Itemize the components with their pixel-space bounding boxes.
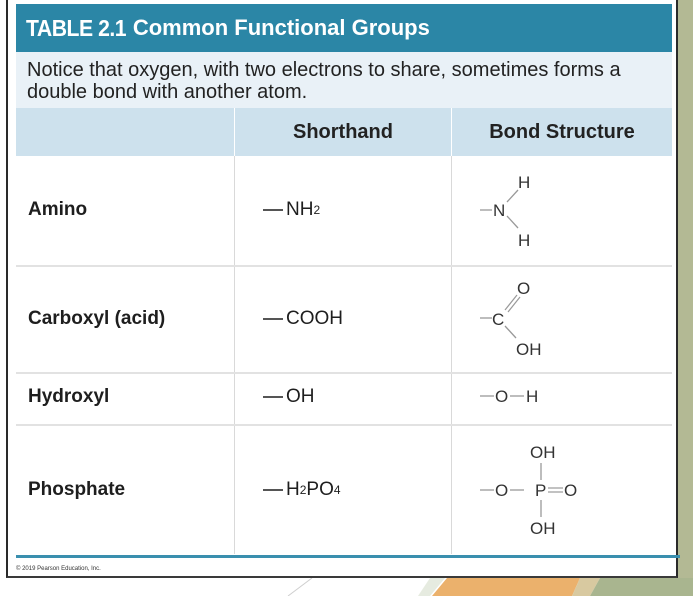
bond-structure-hydroxyl (480, 384, 560, 408)
functional-groups-table-card (6, 0, 678, 578)
svg-text:OH: OH (530, 519, 556, 538)
table-header-row (16, 108, 672, 156)
column-header-name (16, 108, 234, 156)
svg-text:OH: OH (530, 443, 556, 462)
column-divider-2 (451, 156, 452, 554)
svg-text:O: O (517, 279, 531, 298)
shorthand-hydroxyl: OH (263, 386, 315, 408)
svg-text:H: H (518, 173, 531, 192)
slide-background-right (676, 0, 693, 596)
svg-text:O: O (564, 481, 578, 500)
svg-text:H: H (526, 387, 539, 406)
svg-text:O: O (495, 387, 509, 406)
row-name-carboxyl: Carboxyl (acid) (28, 308, 166, 329)
row-divider-3 (16, 424, 672, 426)
bond-dash (263, 489, 283, 491)
bond-dash (263, 396, 283, 398)
shorthand-amino: NH 2 (263, 199, 320, 221)
row-divider-1 (16, 265, 672, 267)
table-bottom-rule (16, 555, 680, 558)
column-divider-1 (234, 156, 235, 554)
svg-text:N: N (493, 201, 506, 220)
row-name-hydroxyl: Hydroxyl (28, 386, 110, 407)
row-name-phosphate: Phosphate (28, 479, 126, 500)
table-number: TABLE 2.1 (26, 14, 127, 41)
row-divider-2 (16, 372, 672, 374)
bond-structure-phosphate (480, 438, 590, 543)
row-name-amino: Amino (28, 199, 88, 220)
svg-text:C: C (492, 310, 505, 329)
bond-dash (263, 318, 283, 320)
bond-dash (263, 209, 283, 211)
bond-structure-amino (480, 170, 560, 255)
table-title-bar (16, 4, 672, 52)
svg-text:OH: OH (516, 340, 542, 359)
bond-structure-carboxyl (480, 280, 570, 360)
column-header-shorthand: Shorthand (293, 121, 393, 143)
shorthand-phosphate: H 2 PO 4 (263, 479, 341, 501)
svg-text:P: P (535, 481, 547, 500)
table-title: Common Functional Groups (132, 15, 430, 40)
svg-text:H: H (518, 231, 531, 250)
slide-background-bottom (0, 578, 693, 596)
table-description: Notice that oxygen, with two electrons to share, sometimes forms a double bond with another atom. (16, 52, 672, 108)
column-header-bond-structure: Bond Structure (489, 121, 635, 143)
svg-text:O: O (495, 481, 509, 500)
shorthand-carboxyl: COOH (263, 308, 343, 330)
copyright-notice: © 2019 Pearson Education, Inc. (16, 566, 101, 572)
